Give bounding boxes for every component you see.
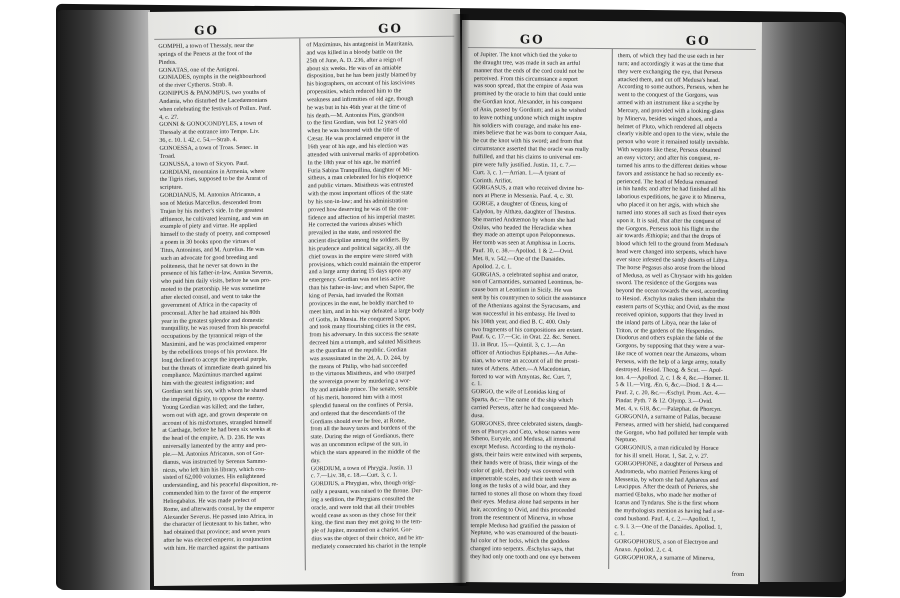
text-line: presence of his father-in-law, Annius Severus, xyxy=(160,270,273,278)
text-line: color of gold, their body was covered with xyxy=(470,467,575,475)
text-line: sisted of 62,000 volumes. His enlightened xyxy=(162,474,266,482)
text-line: Met. 4, v. 618, &c.—Palæphat. de Phorcyn. xyxy=(615,406,722,413)
text-line: and ordered that the descendants of the xyxy=(310,409,406,417)
text-line: Curt. 3, c. 1.—Arrian. 1.—A tyrant of xyxy=(472,169,566,177)
text-line: GONUSSA, a town of Sicyon. Pauf. xyxy=(159,160,249,168)
right-running-head xyxy=(462,32,762,48)
text-line: they made an attempt upon Peloponnesus. xyxy=(472,232,576,240)
text-line: proconsul. After he had attained his 80th xyxy=(161,309,261,317)
text-line: a poem in 30 books upon the virtues of xyxy=(160,238,256,246)
text-line: tranquillity, he was roused from his peaceful xyxy=(161,325,270,333)
left-running-head xyxy=(148,21,460,38)
text-line: the Tigris rises, supposed to be the Ararat of xyxy=(159,176,268,184)
text-line: to the first Gordian, was but 12 years old xyxy=(307,119,407,127)
text-line: the Gorgons, Perseus took his flight in the xyxy=(616,225,720,233)
text-line: provisions, which could maintain the emperor xyxy=(308,260,421,268)
text-line: person who wore it remained totally invisible. xyxy=(617,139,730,147)
text-line: According to some authors, Perseus, when he xyxy=(617,84,729,92)
text-line: occupations by the tyrannical reign of the xyxy=(161,333,263,341)
text-line: Gordians should ever be free, at Rome, xyxy=(310,417,406,425)
text-line: Rome, and afterwards consul, by the emperor xyxy=(163,505,275,513)
text-line: his soldiers with courage, and make his ene- xyxy=(473,122,582,130)
text-line: example of piety and virtue. He applied xyxy=(160,223,257,231)
text-line: had obtained that province; and seven years xyxy=(163,529,271,537)
text-line: worn out with age, and grown desperate on xyxy=(162,411,268,419)
text-line: turned to stones all those on whom they fixed xyxy=(470,491,582,499)
text-line: and public virtues. Misitheus was entrusted xyxy=(307,182,414,190)
text-line: as the guardian of the republic. Gordian xyxy=(309,347,407,355)
left-page-column-1 xyxy=(158,42,301,553)
text-line: the mythologists mention as having had a se- xyxy=(614,508,725,515)
text-line: destroyed. Hesiod. Theog. & Scut. — Apol- xyxy=(615,366,723,374)
text-line: account of his misfortunes, strangled himself xyxy=(162,419,273,427)
text-line: the inland parts of Libya, near the lake of xyxy=(615,319,717,327)
text-line: nors at Pheræ in Messenia. Pauf. 4, c. 30. xyxy=(472,193,574,200)
text-line: disposition, but he has been justly blamed by xyxy=(306,72,417,80)
text-line: Neptune. xyxy=(615,437,638,444)
text-line: officer of Antiochus Epiphanes.—An Athe- xyxy=(471,350,578,357)
text-line: mediately consecrated his chariot in the temple xyxy=(311,543,427,551)
text-line: who paid him daily visits, before he was pro- xyxy=(160,278,272,286)
text-line: prevailed in the state, and restored the xyxy=(308,229,401,237)
text-line: at Carthage, before he had been six weeks at xyxy=(162,427,271,435)
text-line: 25th of June, A. D. 236, after a reign of xyxy=(306,57,403,65)
text-line: and a large army during 15 days upon any xyxy=(308,268,412,276)
text-line: of Medusa, as well as Chrysaor with his golden xyxy=(616,272,732,280)
text-line: Heliogabalus. He was made prefect of xyxy=(163,497,257,505)
text-line: married Œbalus, who made her mother of xyxy=(614,492,717,500)
text-line: such an advocate for good breeding and xyxy=(160,254,258,262)
text-line: Messenia, by whom she had Aphareus and xyxy=(614,476,719,484)
text-line: Gordian sent his son, with whom he shared xyxy=(161,387,268,395)
text-line: manner that the ends of the cord could not be xyxy=(473,67,584,75)
text-line: GORDIUS, a Phrygian, who, though origi- xyxy=(310,480,416,488)
text-line: his biographers, on account of his lascivious xyxy=(306,80,415,88)
text-line: GONIĀDES, nymphs in the neighbourhood xyxy=(158,74,266,82)
text-line: attended with universal marks of approbation. xyxy=(307,150,420,159)
text-line: Pauf. 6, c. 17.—Cic. in Orat. 22. &c. Senect. xyxy=(471,334,581,342)
text-line: in his hands; and after he had finished all his xyxy=(616,186,726,194)
text-line: universally lamented by the army and peo- xyxy=(162,442,267,450)
text-line: of the river Cytherus. Strab. 8. xyxy=(158,82,233,90)
text-line: day. xyxy=(310,457,321,465)
text-line: turn; and accordingly it was at the time that xyxy=(617,60,724,68)
text-line: he was but in his 46th year at the time of xyxy=(306,104,407,112)
text-line: Oxilus, who headed the Heraclidæ when xyxy=(472,224,572,232)
text-line: the sovereign power by murdering a wor- xyxy=(309,378,411,386)
text-line: the head of the empire, A. D. 236. He was xyxy=(162,434,265,443)
text-line: impenetrable scales, and their teeth were as xyxy=(470,475,577,483)
text-line: c. 1. xyxy=(471,381,482,388)
text-line: lon. 4.—Apollod. 2, c. 1 & 4, &c.—Homer. Il. xyxy=(615,374,729,382)
text-line: they were exchanging the eye, that Perseus xyxy=(617,68,723,76)
text-line: by Minerva, besides winged shoes, and a xyxy=(617,115,718,123)
text-line: after he was elected emperor, in conjunction xyxy=(163,536,272,545)
text-line: propensities, which reduced him to the xyxy=(306,88,402,96)
text-line: promised by the oracle to him that could untie xyxy=(473,91,586,99)
text-line: proved how deserving he was of the con- xyxy=(308,206,409,214)
text-line: of Asia, passed by Gordium; and as he wished xyxy=(473,106,586,114)
text-line: Gorgons, by supposing that they were a war- xyxy=(615,343,725,351)
text-line: and took many flourishing cities in the east, xyxy=(309,323,416,331)
book-gutter xyxy=(452,14,470,586)
text-line: Icarus and Tyndarus. She is the first whom xyxy=(614,500,719,507)
text-line: with the most important offices of the state xyxy=(307,190,413,198)
text-line: GORGŎPHŎRUS, a son of Electryon and xyxy=(614,539,718,547)
text-line: emergency. Gordian was not less active xyxy=(308,276,406,284)
text-line: like race of women near the Amazons, whom xyxy=(615,351,727,358)
text-line: GORGŎNIA, a surname of Pallas, because xyxy=(615,413,721,421)
text-line: Calydon, by Althæa, daughter of Thestius. xyxy=(472,208,576,216)
text-line: their eyes. Medusa alone had serpents in her xyxy=(470,499,579,506)
text-line: ple of Jupiter, mounted on a chariot. Gor- xyxy=(311,527,413,535)
text-line: nally a peasant, was raised to the throne. Dur- xyxy=(311,488,423,496)
text-line: moted to the prætorship. He was sometime xyxy=(160,285,266,294)
text-line: king of Persia, had invaded the Roman xyxy=(308,292,404,300)
right-page-column-1 xyxy=(470,52,610,563)
text-line: two fragments of his compositions are extant. xyxy=(471,326,584,334)
running-head-word: GO xyxy=(519,32,545,47)
text-line: Alexander Severus. He passed into Africa, in xyxy=(163,513,273,521)
text-line: decreed him a triumph, and saluted Misitheus xyxy=(309,339,421,347)
left-page-edges xyxy=(58,10,150,590)
text-line: armed with an instrument like a scythe by xyxy=(617,100,720,107)
text-line: and was killed in a bloody battle on the xyxy=(306,49,403,57)
text-line: for his ill smell. Horat. 1, Sat. 2, v. 27. xyxy=(614,453,709,460)
text-line: upon it. It is said, that after the conquest of xyxy=(616,217,722,225)
text-line: GORGE, a daughter of Œneus, king of xyxy=(472,201,568,208)
text-line: would cease as soon as they chose for their xyxy=(311,511,417,519)
text-line: GONNI & GONOCONDYLES, a town of xyxy=(159,121,263,129)
text-line: temple Medusa had gratified the passion of xyxy=(470,522,576,530)
text-line: carried Perseus, after he had conquered Me- xyxy=(471,405,579,412)
text-line: The horse Pegasus also arose from the blood xyxy=(616,264,726,272)
text-line: Anaxo. Apollod. 2, c. 4. xyxy=(614,547,673,554)
text-line: scripture. xyxy=(159,184,183,192)
text-line: long declined to accept the imperial purple, xyxy=(161,356,268,364)
text-line: Cæsar. He was proclaimed emperor in the xyxy=(307,135,410,143)
text-line: of the Athenians against the Syracusans, and xyxy=(471,303,581,310)
text-line: his death.—M. Antonius Pius, grandson xyxy=(307,111,405,119)
running-head-word: GO xyxy=(685,33,711,48)
text-line: She married Andræmon by whom she had xyxy=(472,216,576,224)
text-line: to Hesiod. Æschylus makes them inhabit the xyxy=(616,296,725,303)
text-line: circumstance asserted that the oracle was really xyxy=(473,146,589,154)
text-line: Perseus, armed with her shield, had conquered xyxy=(615,421,729,429)
text-line: compliance. Maximinus marched against xyxy=(161,372,263,380)
text-line: gists, their hairs were entwined with serpents, xyxy=(470,452,583,459)
text-line: sitheus, a man celebrated for his eloquence xyxy=(307,174,413,182)
text-line: GORGŎNES, three celebrated sisters, daugh- xyxy=(471,420,583,428)
text-line: Perseus, with the help of a large army, totally xyxy=(615,358,726,366)
text-line: nicus, who left him his library, which con- xyxy=(162,466,267,474)
text-line: nian, who wrote an account of all the prosti- xyxy=(471,357,580,365)
text-line: by his son-in-law; and his administration xyxy=(307,198,408,206)
text-line: dius was the object of their choice, and he im- xyxy=(311,535,424,543)
text-line: changed into serpents. Æschylus says, that xyxy=(470,546,575,553)
right-page-edges xyxy=(760,22,845,582)
text-line: ing a sedition, the Phrygians consulted the xyxy=(311,496,415,504)
text-line: Mercury, and provided with a looking-glass xyxy=(617,107,724,115)
text-line: Young Gordian was killed; and the father, xyxy=(162,403,265,411)
text-line: 5 & 11.—Virg. Æn. 6, &c.—Diod. 1 & 4.— xyxy=(615,382,723,390)
text-line: laborious expeditions, he gave it to Minerva, xyxy=(616,194,726,202)
text-line: than his father-in-law; and when Sapor, the xyxy=(308,284,414,292)
text-line: government of Africa in the capacity of xyxy=(161,301,258,309)
text-line: 11. in Brut. 15.—Quintil. 3, c. 1.—An xyxy=(471,342,565,349)
text-line: his prudence and political sagacity, all the xyxy=(308,245,411,253)
text-line: Diodorus and others explain the fable of the xyxy=(615,335,723,343)
text-line: weakness and infirmities of old age, though xyxy=(306,96,414,104)
text-line: from his adversary. In this success the senate xyxy=(309,331,419,339)
text-line: Pauf. 10, c. 38.—Apollod. 1 & 2.—Ovid. xyxy=(472,248,574,255)
text-line: GORGASUS, a man who received divine ho- xyxy=(472,185,585,193)
text-line: himself to the study of poetry, and composed xyxy=(160,230,270,239)
text-line: head were changed into serpents, which have xyxy=(616,249,727,256)
text-line: 4, c. 27. xyxy=(159,114,179,121)
text-line: was successful in his embassy. He lived to xyxy=(471,310,576,318)
text-line: Stheno, Euryale, and Medusa, all immortal xyxy=(471,436,576,444)
text-line: thy and amiable prince. The senate, sensible xyxy=(309,386,418,394)
right-page xyxy=(458,20,762,584)
text-line: which the stars appeared in the middle of the xyxy=(310,449,420,457)
text-line: state. During the reign of Gordianus, there xyxy=(310,433,414,441)
text-line: perienced. The head of Medusa remained xyxy=(616,178,718,186)
text-line: his 108th year, and died B. C. 400. Only xyxy=(471,318,571,326)
text-line: Pindus. xyxy=(158,59,177,66)
text-line: the imperial dignity, to oppose the enemy. xyxy=(162,395,265,403)
text-line: Andromeda, who married Perieres king of xyxy=(614,468,718,476)
text-line: GORGŎNIUS, a man ridiculed by Horace xyxy=(614,445,719,452)
text-line: the Gorgon, who had polluted her temple with xyxy=(615,429,728,437)
text-line: He corrected the various abuses which xyxy=(308,221,403,229)
right-page-column-2 xyxy=(614,53,754,564)
text-line: dusa. xyxy=(471,412,484,419)
text-line: turned his arms to the different deities whose xyxy=(616,162,727,170)
text-line: went to the conquest of the Gorgons, was xyxy=(617,92,719,100)
text-line: Furia Sabina Tranquillina, daughter of Mi- xyxy=(307,166,412,174)
text-line: dianus, was instructed by Serenus Sammo- xyxy=(162,458,268,466)
text-line: him with the greatest indignation; and xyxy=(161,380,255,388)
left-page xyxy=(148,9,466,586)
text-line: of Maximinus, his antagonist in Mauritania, xyxy=(306,41,414,49)
text-line: the means of Philip, who had succeeded xyxy=(309,362,408,370)
text-line: after elected consul, and went to take the xyxy=(160,293,261,301)
text-line: clearly visible and open to the view, while the xyxy=(617,131,730,139)
text-line: except Medusa. According to the mytholo- xyxy=(470,444,576,451)
text-line: springs of the Peneus at the foot of the xyxy=(158,50,253,58)
text-line: c. 1. xyxy=(614,531,625,538)
text-line: ple.—M. Antonius Africanus, son of Gor- xyxy=(162,450,265,458)
text-line: year in the greatest splendor and domestic xyxy=(161,317,264,325)
text-line: politeness, that he never sat down in the xyxy=(160,262,259,270)
text-line: ever since infested the sandy deserts of Libya. xyxy=(616,257,729,264)
text-line: turned into stones all such as fixed their eyes xyxy=(616,209,727,217)
text-line: tutes of Athens. Athen.—A Macedonian, xyxy=(471,365,571,373)
text-line: fidence and affection of his imperial master. xyxy=(308,213,416,221)
text-line: cond husband. Pauf. 4, c. 2.—Apollod. 1, xyxy=(614,515,716,523)
text-line: 16th year of his age, and his election was xyxy=(307,143,408,151)
text-line: son of Carmantides, surnamed Leontinus, be- xyxy=(472,279,584,287)
text-line: GORDIANI, mountains in Armenia, where xyxy=(159,168,265,176)
text-line: cause born at Leontium in Sicily. He was xyxy=(472,287,573,295)
text-line: fulfilled, and that his claims to universal em- xyxy=(473,154,583,161)
text-line: blood which fell to the ground from Medusa's xyxy=(616,241,729,249)
text-line: Pauf. 2, c. 20, &c.—Æschyl. Prom. Act. 4.— xyxy=(615,390,726,398)
text-line: forced to war with Amyntas, &c. Curt. 7, xyxy=(471,373,572,381)
text-line: Apollod. 2, c. 1. xyxy=(472,263,512,271)
text-line: Troad. xyxy=(159,153,176,160)
text-line: GORDIUM, a town of Phrygia. Justin. 11 xyxy=(310,464,413,472)
text-line: c. 9. l. 3.—One of the Danaides. Apollod. 1, xyxy=(614,523,722,531)
text-line: from all the heavy taxes and burdens of the xyxy=(310,425,416,433)
text-line: received opinion, supports that they lived in xyxy=(615,311,724,319)
text-line: c. 7.—Liv. 38, c. 18.—Curt. 3, c. 1. xyxy=(310,472,398,480)
catchword: from xyxy=(731,570,745,578)
text-line: by the rebellious troops of his province. He xyxy=(161,348,268,356)
text-line: mies believe that he was born to conquer Asia, xyxy=(473,130,587,138)
text-line: sword. The residence of the Gorgons was xyxy=(616,280,717,288)
text-line: splendid funeral on the confines of Persia, xyxy=(310,402,413,410)
text-line: helmet of Pluto, which rendered all objects xyxy=(617,123,723,131)
text-line: GORDIĀNUS, M. Antonius Africanus, a xyxy=(159,191,261,199)
text-line: sent by his countrymen to solicit the assistance xyxy=(472,295,587,303)
text-line: an easy victory; and after his conquest, re- xyxy=(617,155,721,162)
text-line: Trajan by his mother's side. In the greatest xyxy=(160,207,264,215)
text-line: their hands were of brass, their wings of the xyxy=(470,459,578,467)
text-line: GORGŎPHŎNE, a daughter of Perseus and xyxy=(614,460,723,468)
text-line: son of Metius Marcellus, descended from xyxy=(159,199,262,207)
text-line: ancient discipline among the soldiers. By xyxy=(308,237,409,245)
text-line: Thessaly at the entrance into Tempe. Liv. xyxy=(159,129,260,137)
text-line: GORGO, the wife of Leonidas king of xyxy=(471,389,566,397)
text-line: understanding, and his peaceful disposition, re- xyxy=(162,481,279,490)
text-line: GONĀTAS, one of the Antigoni. xyxy=(158,66,240,74)
text-line: they had only one tooth and one eye between xyxy=(470,554,581,561)
text-line: long as the tusks of a wild boar, and they xyxy=(470,483,571,491)
text-line: attacked them, and cut off Medusa's head. xyxy=(617,76,720,84)
text-line: of Jupiter. The knot which tied the yoke to xyxy=(473,52,578,59)
text-line: who placed it on her ægis, with which she xyxy=(616,202,720,209)
text-line: Triton, or the gardens of the Hesperides. xyxy=(615,327,715,335)
text-line: oracle, and were told that all their troubles xyxy=(311,504,415,512)
text-line: but the threats of immediate death gained his xyxy=(161,364,272,372)
text-line: from the resentment of Minerva, in whose xyxy=(470,514,574,522)
text-line: GORGIAS, a celebrated sophist and orator, xyxy=(472,271,579,279)
text-line: when celebrating the festivals of Pollux. Pauf. xyxy=(158,105,272,113)
text-line: commended him to the favor of the emperor xyxy=(163,489,271,497)
text-line: With weapons like these, Perseus obtained xyxy=(617,147,721,154)
text-line: them, of which they had the use each in her xyxy=(617,53,724,60)
text-line: provinces in the east, he boldly marched to xyxy=(309,300,414,308)
text-line: air towards Æthiopia; and that the drops of xyxy=(616,233,721,241)
text-line: ters of Phorcys and Ceto, whose names were xyxy=(471,428,581,436)
text-line: eastern parts of Scythia; and Ovid, as the most xyxy=(615,304,730,311)
text-line: Her tomb was seen at Amphissa in Locris. xyxy=(472,240,576,248)
text-line: GONIPPUS & PANOMPUS, two youths of xyxy=(158,89,266,97)
text-line: the Gordian knot. Alexander, in his conquest xyxy=(473,99,583,106)
text-line: to leave nothing undone which might inspire xyxy=(473,114,583,122)
text-line: In the 18th year of his age, he married xyxy=(307,159,401,166)
text-line: of his merit, honored him with a most xyxy=(310,394,403,402)
text-line: the draught tree, was made in such an artful xyxy=(473,59,581,67)
text-line: Neptune, who was enamoured of the beauti- xyxy=(470,530,579,538)
text-line: 36, c. 10. l. 42, c. 54.—Strab. 4. xyxy=(159,137,238,145)
text-line: chief towns in the empire were stored with xyxy=(308,253,413,261)
text-line: GOMPHI, a town of Thessaly, near the xyxy=(158,42,254,50)
text-line: Met. 8, v. 542.—One of the Danaides. xyxy=(472,256,566,263)
text-line: beyond the ocean towards the west, according xyxy=(616,288,729,296)
text-line: of Goths, in Mœsia. He conquered Sapor, xyxy=(309,315,411,323)
text-line: Corinth. Arifiot. xyxy=(472,177,513,184)
text-line: meet him, and in his way defeated a large body xyxy=(309,307,425,316)
text-line: was soon spread, that the empire of Asia was xyxy=(473,83,584,91)
text-line: GORGŎPHŎRA, a surname of Minerva, xyxy=(614,555,715,562)
text-line: Titus, Antoninus, and M. Aurelius. He was xyxy=(160,246,265,254)
text-line: favors and assistance he had so recently ex- xyxy=(616,170,724,178)
text-line: to the virtuous Misitheus, and who usurped xyxy=(309,370,416,378)
text-line: Leucippus. After the death of Perieres, she xyxy=(614,484,719,492)
text-line: Pindar. Pyth. 7 & 12. Olymp. 3.—Ovid. xyxy=(615,398,713,405)
text-line: Maximini, and he was proclaimed emperor xyxy=(161,340,267,348)
left-page-column-2 xyxy=(306,41,453,552)
text-line: with him. He marched against the partisans xyxy=(163,544,270,552)
text-line: he cut the knot with his sword; and from that xyxy=(473,138,583,146)
text-line: hair, according to Ovid, and this proceeded xyxy=(470,507,576,514)
text-line: the character of lieutenant to his father, who xyxy=(163,521,271,529)
text-line: pire were fully justified. Justin. 11, c. 7.— xyxy=(472,161,577,169)
text-line: was an uncommon eclipse of the sun, in xyxy=(310,441,409,449)
text-line: GONOESSA, a town of Troas. Senec. in xyxy=(159,144,259,152)
running-head-word: GO xyxy=(194,23,219,38)
running-head-word: GO xyxy=(378,21,403,36)
text-line: Andania, who disturbed the Lacedæmonians xyxy=(158,97,268,105)
text-line: king, the first man they met going to the tem- xyxy=(311,519,423,527)
text-line: was assassinated in the 2d, A. D. 244, by xyxy=(309,355,410,363)
text-line: Sparta, &c.—The name of the ship which xyxy=(471,397,573,404)
text-line: when he was honored with the title of xyxy=(307,127,400,135)
text-line: perceived. From this circumstance a report xyxy=(473,75,578,83)
text-line: about six weeks. He was of an amiable xyxy=(306,64,402,72)
text-line: ful color of her locks, which the goddess xyxy=(470,538,570,546)
text-line: affluence, he cultivated learning, and was an xyxy=(160,215,269,223)
